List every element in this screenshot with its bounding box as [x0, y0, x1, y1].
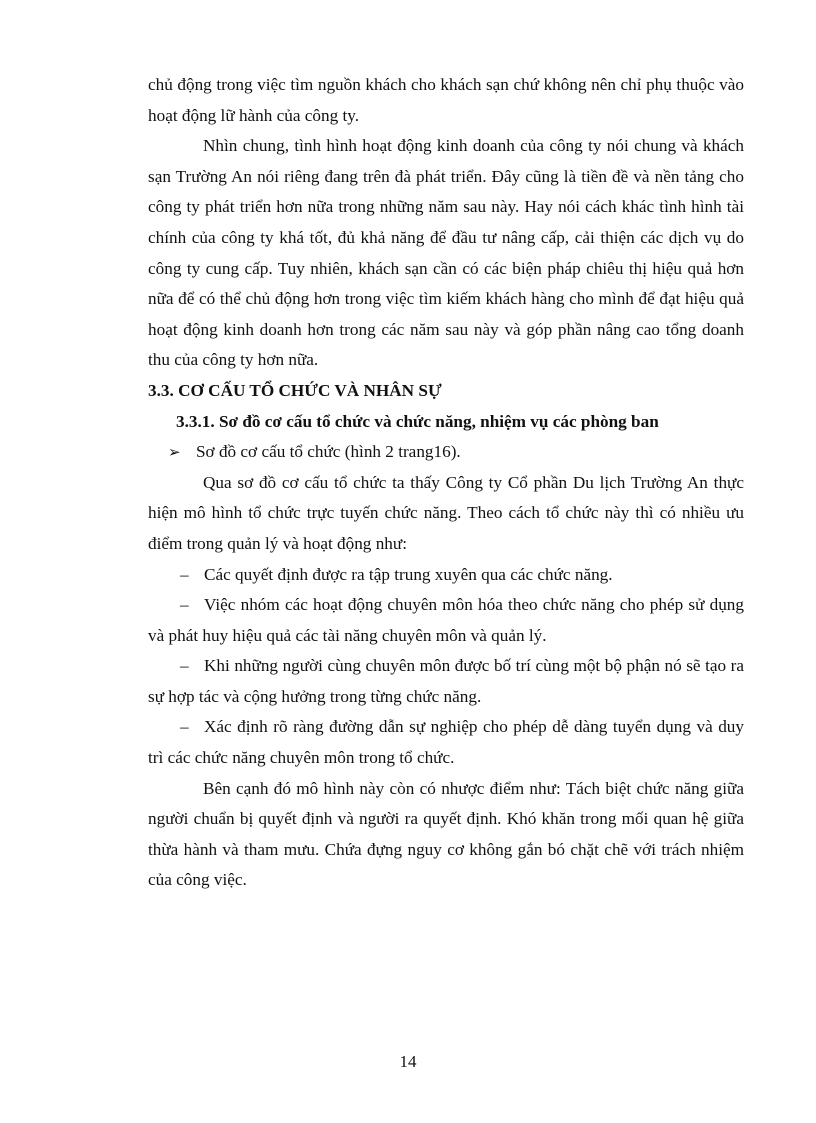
- dash-list-item-text: Khi những người cùng chuyên môn được bố trí cùng một bộ phận nó sẽ tạo ra sự hợp tác và cộng hưởng trong từng chức năng.: [148, 656, 744, 706]
- dash-bullet: –: [180, 656, 189, 676]
- arrow-bullet-text: Sơ đồ cơ cấu tổ chức (hình 2 trang16).: [196, 442, 461, 462]
- page-number: 14: [399, 1052, 417, 1071]
- dash-bullet: –: [180, 717, 189, 737]
- arrow-bullet-icon: ➢: [168, 443, 181, 462]
- dash-list-item: [148, 651, 744, 712]
- subsection-heading: 3.3.1. Sơ đồ cơ cấu tổ chức và chức năng, nhiệm vụ các phòng ban: [176, 411, 659, 431]
- paragraph-structure-intro: Qua sơ đồ cơ cấu tổ chức ta thấy Công ty Cổ phần Du lịch Trường An thực hiện mô hình tổ chức trực tuyến chức năng. Theo cách tổ chức này thì có nhiều ưu điểm trong quản lý và hoạt động như:: [148, 472, 744, 553]
- arrow-bullet-item: [148, 437, 744, 468]
- dash-list-item-text: Việc nhóm các hoạt động chuyên môn hóa theo chức năng cho phép sử dụng và phát huy hiệu quả các tài năng chuyên môn và quản lý.: [148, 595, 744, 645]
- paragraph-disadvantages: Bên cạnh đó mô hình này còn có nhược điểm như: Tách biệt chức năng giữa người chuẩn bị quyết định và người ra quyết định. Khó khăn trong mối quan hệ giữa thừa hành và tham mưu. Chứa đựng nguy cơ không gắn bó chặt chẽ với trách nhiệm của công việc.: [148, 778, 744, 890]
- dash-list-item: [148, 712, 744, 773]
- paragraph-continuation: chủ động trong việc tìm nguồn khách cho khách sạn chứ không nên chỉ phụ thuộc vào hoạt động lữ hành của công ty.: [148, 75, 744, 125]
- dash-bullet: –: [180, 564, 189, 584]
- dash-list-item-text: Xác định rõ ràng đường dẫn sự nghiệp cho phép dễ dàng tuyển dụng và duy trì các chức năng chuyên môn trong tổ chức.: [148, 717, 744, 768]
- page-body: [148, 70, 744, 896]
- section-heading: 3.3. CƠ CẤU TỔ CHỨC VÀ NHÂN SỰ: [148, 380, 442, 400]
- paragraph-overview: Nhìn chung, tình hình hoạt động kinh doanh của công ty nói chung và khách sạn Trường An nói riêng đang trên đà phát triển. Đây cũng là tiền đề và nền tảng cho công ty phát triển hơn nữa trong những năm sau này. Hay nói cách khác tình hình tài chính của công ty khá tốt, đủ khả năng để đầu tư nâng cấp, cải thiện các dịch vụ do công ty cung cấp. Tuy nhiên, khách sạn cần có các biện pháp chiêu thị hiệu quả hơn nữa để có thể chủ động hơn trong việc tìm kiếm khách hàng cho mình để đạt hiệu quả hoạt động kinh doanh hơn trong các năm sau này và góp phần nâng cao tổng doanh thu của công ty hơn nữa.: [148, 136, 744, 370]
- dash-list-item: [148, 560, 744, 591]
- dash-list-item-text: Các quyết định được ra tập trung xuyên qua các chức năng.: [204, 564, 613, 584]
- dash-bullet: –: [180, 595, 189, 615]
- dash-list-item: [148, 590, 744, 651]
